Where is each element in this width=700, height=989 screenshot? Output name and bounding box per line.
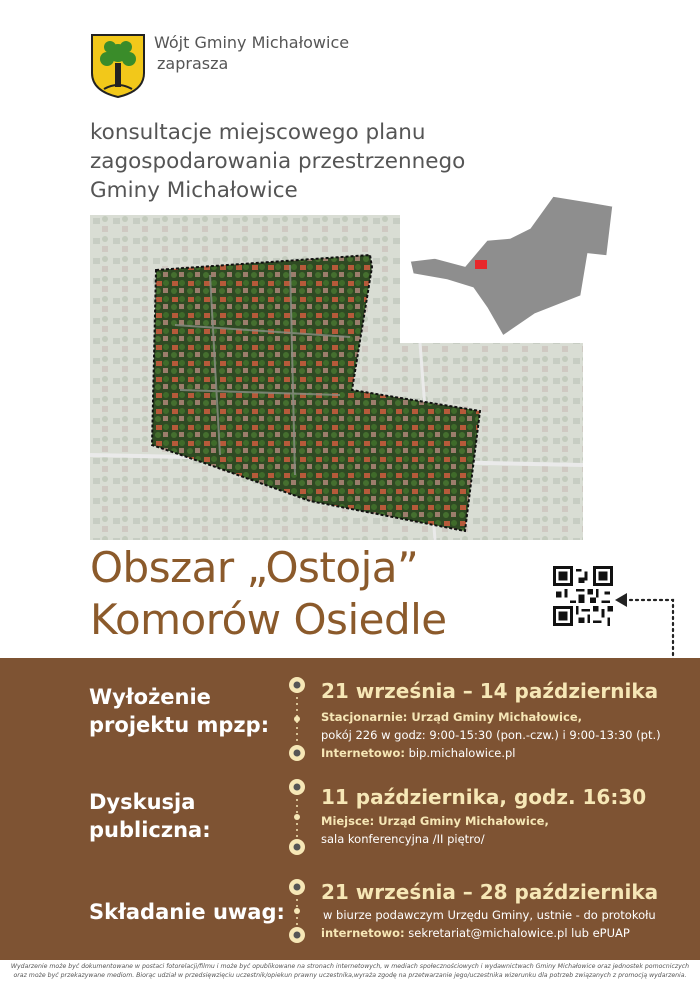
comments-label: Składanie uwag: (89, 900, 285, 924)
exhibit-date: 21 września – 14 października (321, 679, 659, 703)
discussion-date: 11 października, godz. 16:30 (321, 785, 647, 809)
discussion-room: sala konferencyjna /II piętro/ (321, 832, 485, 846)
comments-office: w biurze podawczym Urzędu Gminy, ustnie - do protokołu (323, 908, 656, 922)
headline-line: konsultacje miejscowego planu (90, 120, 426, 145)
discussion-label (89, 788, 211, 844)
footer-disclaimer (0, 962, 700, 980)
commune-location-map (405, 196, 615, 336)
exhibit-label-line: Wyłożenie (89, 685, 211, 709)
discussion-timeline-icon (288, 778, 306, 856)
headline-line: Gminy Michałowice (90, 178, 298, 203)
exhibit-online: Internetowo: bip.michalowice.pl (321, 746, 516, 760)
discussion-label-line: Dyskusja (89, 790, 196, 814)
exhibit-label-line: projektu mpzp: (89, 713, 270, 737)
host-name: Wójt Gminy Michałowice (154, 33, 350, 52)
exhibit-hours: pokój 226 w godz: 9:00-15:30 (pon.-czw.) i 9:00-13:30 (pt.) (321, 728, 661, 742)
host-invite: zaprasza (157, 54, 229, 73)
area-title: Obszar „Ostoja” (90, 543, 419, 592)
exhibit-place: Stacjonarnie: Urząd Gminy Michałowice, (321, 710, 582, 724)
discussion-label-line: publiczna: (89, 818, 211, 842)
headline (90, 118, 550, 205)
comments-date: 21 września – 28 października (321, 880, 659, 904)
comments-timeline-icon (288, 878, 306, 944)
headline-line: zagospodarowania przestrzennego (90, 149, 466, 174)
exhibit-label (89, 683, 269, 739)
footer-line: Wydarzenie może być dokumentowane w postaci fotorelacji/filmu i może być opublikowane na stronach internetowych, w mediach społecznościowych i wydawnictwach Gminy Michałowice oraz jednostek pomocniczych (10, 963, 690, 970)
exhibit-timeline-icon (288, 676, 306, 762)
comments-email-link[interactable]: sekretariat@michalowice.pl lub ePUAP (404, 926, 630, 940)
area-subtitle: Komorów Osiedle (90, 595, 447, 644)
commune-crest-icon (90, 33, 146, 99)
comments-online: internetowo: sekretariat@michalowice.pl lub ePUAP (321, 926, 630, 940)
footer-line: oraz może być przekazywane mediom. Biorąc udział w przedsięwzięciu uczestnik/opiekun prawny uczestnika,wyraża zgodę na przetwarzanie jego/uczestnika wizerunku dla potrzeb związanych z promocją wydarzenia. (13, 972, 687, 979)
exhibit-online-link[interactable]: bip.michalowice.pl (404, 746, 516, 760)
discussion-place: Miejsce: Urząd Gminy Michałowice, (321, 814, 549, 828)
